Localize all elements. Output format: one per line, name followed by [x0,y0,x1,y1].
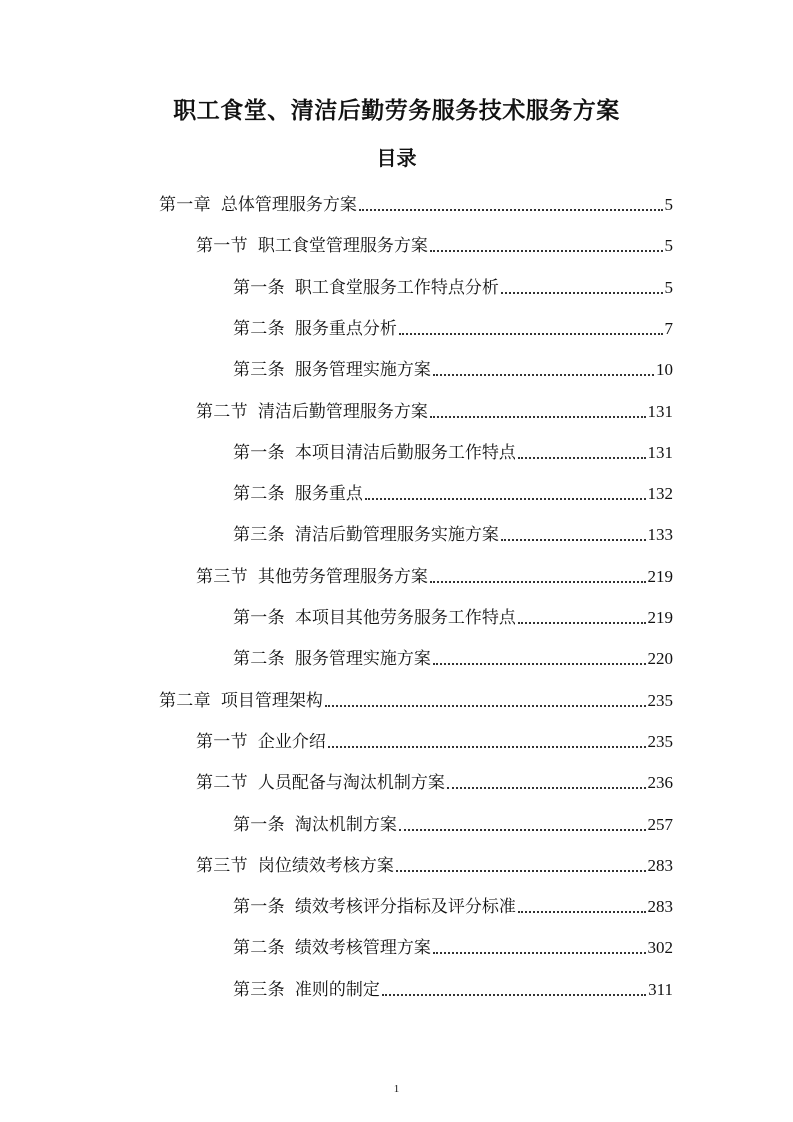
toc-entry[interactable] [233,347,673,381]
toc-leader-dots [365,498,646,500]
toc-entry-page: 131 [647,442,673,462]
toc-entry-title: 清洁后勤管理服务方案 [257,401,428,422]
toc-entry-title: 绩效考核评分指标及评分标准 [294,897,516,918]
toc-leader-dots [518,622,646,624]
toc-leader-dots [518,457,646,459]
toc-leader-dots [447,787,646,789]
toc-entry-page: 236 [647,773,673,793]
toc-entry[interactable] [196,554,673,588]
toc-entry[interactable] [233,925,673,959]
toc-entry-title: 人员配备与淘汰机制方案 [257,773,445,794]
toc-leader-dots [518,911,646,913]
toc-leader-dots [399,829,646,831]
toc-leader-dots [430,581,646,583]
toc-leader-dots [382,994,646,996]
toc-leader-dots [501,292,663,294]
toc-entry-label: 第三节 [196,566,248,587]
toc-entry-title: 总体管理服务方案 [220,195,357,215]
toc-entry-title: 本项目其他劳务服务工作特点 [294,608,516,628]
toc-entry-title: 准则的制定 [294,979,380,1000]
toc-entry-title: 企业介绍 [257,731,326,752]
toc-entry-label: 第二节 [196,773,248,794]
toc-entry-label: 第二章 [159,690,211,711]
toc-entry-title: 服务管理实施方案 [294,360,431,381]
toc-entry-label: 第一章 [159,195,211,215]
toc-entry-page: 131 [647,401,673,421]
toc-entry-title: 岗位绩效考核方案 [257,855,394,876]
toc-entry[interactable] [233,512,673,546]
toc-entry-label: 第一节 [196,731,248,752]
toc-entry-label: 第三条 [233,360,285,381]
toc-entry-page: 7 [664,318,673,338]
toc-leader-dots [399,333,663,335]
toc-entry-title: 本项目清洁后勤服务工作特点 [294,442,516,463]
toc-leader-dots [501,539,646,541]
toc-entry-label: 第二条 [233,649,285,670]
toc-entry-label: 第一条 [233,897,285,918]
footer-page-number: 1 [393,1083,400,1095]
toc-entry-label: 第二条 [233,938,285,959]
toc-entry-label: 第三节 [196,855,248,876]
toc-entry-page: 220 [647,649,673,669]
toc-entry-label: 第一节 [196,236,248,257]
toc-entry-title: 清洁后勤管理服务实施方案 [294,525,499,546]
toc-entry-page: 133 [647,525,673,545]
toc-entry[interactable] [196,719,673,753]
toc-leader-dots [433,663,646,665]
toc-heading: 目录 [376,146,417,170]
toc-leader-dots [433,952,646,954]
toc-entry-title: 项目管理架构 [220,690,323,711]
toc-entry-page: 283 [647,897,673,917]
toc-entry-title: 职工食堂管理服务方案 [257,236,428,257]
toc-entry-title: 绩效考核管理方案 [294,938,431,959]
toc-entry[interactable] [196,223,673,257]
toc-entry-title: 服务管理实施方案 [294,649,431,670]
toc-leader-dots [430,416,646,418]
toc-entry[interactable] [233,802,673,836]
toc-entry[interactable] [233,884,673,918]
toc-entry[interactable] [233,430,673,464]
toc-leader-dots [396,870,646,872]
toc-leader-dots [328,746,646,748]
toc-entry-page: 235 [647,731,673,751]
toc-entry-page: 311 [648,979,673,999]
toc-entry[interactable] [196,843,673,877]
toc-entry[interactable] [233,636,673,670]
toc-entry-page: 235 [647,690,673,710]
toc-entry-label: 第二节 [196,401,248,422]
toc-leader-dots [359,209,663,211]
toc-entry[interactable] [196,760,673,794]
toc-entry-label: 第一条 [233,442,285,463]
toc-entry-page: 219 [647,608,673,627]
toc-leader-dots [430,250,663,252]
toc-entry-page: 5 [664,277,673,297]
toc-entry-label: 第二条 [233,484,285,505]
toc-entry-title: 服务重点 [294,484,363,505]
toc-entry-page: 219 [647,566,673,586]
toc-entry-label: 第三条 [233,525,285,546]
toc-leader-dots [433,374,654,376]
toc-entry-title: 淘汰机制方案 [294,814,397,835]
toc-entry[interactable] [233,967,673,1001]
toc-leader-dots [325,705,646,707]
toc-entry-label: 第一条 [233,277,285,298]
toc-entry-title: 服务重点分析 [294,318,397,339]
toc-entry-label: 第一条 [233,814,285,835]
toc-entry-page: 283 [647,855,673,875]
toc-entry-page: 5 [664,195,673,214]
toc-entry[interactable] [159,678,673,712]
toc-entry-label: 第三条 [233,979,285,1000]
toc-entry-title: 其他劳务管理服务方案 [257,566,428,587]
toc-entry-page: 10 [656,360,673,380]
toc-entry-page: 5 [664,236,673,256]
toc-entry[interactable] [159,182,673,216]
toc-entry-label: 第二条 [233,318,285,339]
toc-entry[interactable] [233,306,673,340]
document-title: 职工食堂、清洁后勤劳务服务技术服务方案 [173,98,620,124]
toc-entry-page: 302 [647,938,673,958]
toc-entry[interactable] [233,595,673,629]
toc-entry-page: 132 [647,484,673,504]
toc-entry-title: 职工食堂服务工作特点分析 [294,277,499,298]
toc-entry[interactable] [233,265,673,299]
toc-entry[interactable] [196,389,673,423]
toc-entry[interactable] [233,471,673,505]
toc-entry-label: 第一条 [233,608,285,628]
toc-entry-page: 257 [647,814,673,834]
